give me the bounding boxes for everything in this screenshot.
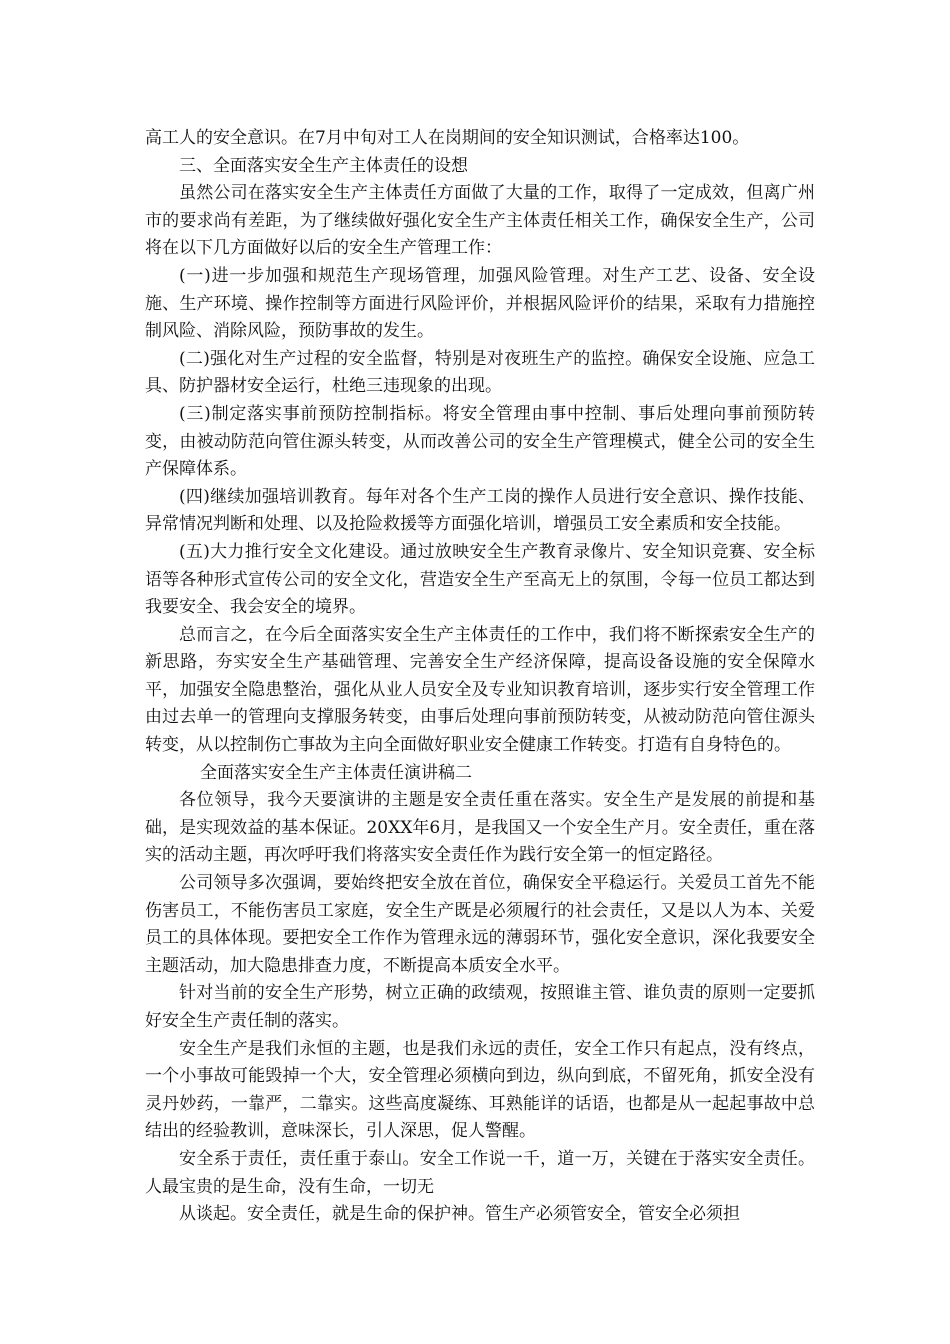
paragraph-speech-5: 安全系于责任，责任重于泰山。安全工作说一千，道一万，关键在于落实安全责任。人最宝贵的是生命，没有生命，一切无 [145, 1148, 815, 1197]
paragraph-item-4: (四)继续加强培训教育。每年对各个生产工岗的操作人员进行安全意识、操作技能、异常情况判断和处理、以及抢险救援等方面强化培训，增强员工安全素质和安全技能。 [145, 486, 815, 535]
paragraph-item-5: (五)大力推行安全文化建设。通过放映安全生产教育录像片、安全知识竞赛、安全标语等各种形式宣传公司的安全文化，营造安全生产至高无上的氛围，令每一位员工都达到我要安全、我会安全的境界。 [145, 541, 815, 618]
paragraph-speech-3: 针对当前的安全生产形势，树立正确的政绩观，按照谁主管、谁负责的原则一定要抓好安全生产责任制的落实。 [145, 983, 815, 1031]
paragraph-speech-1: 各位领导，我今天要演讲的主题是安全责任重在落实。安全生产是发展的前提和基础，是实现效益的基本保证。20XX年6月，是我国又一个安全生产月。安全责任，重在落实的活动主题，再次呼吁我们将落实安全责任作为践行安全第一的恒定路径。 [145, 790, 815, 866]
paragraph-summary: 总而言之，在今后全面落实安全生产主体责任的工作中，我们将不断探索安全生产的新思路，夯实安全生产基础管理、完善安全生产经济保障，提高设备设施的安全保障水平，加强安全隐患整治，强化从业人员安全及专业知识教育培训，逐步实行安全管理工作由过去单一的管理向支撑服务转变，由事后处理向事前预防转变，从被动防范向管住源头转变，从以控制伤亡事故为主向全面做好职业安全健康工作转变。打造有自身特色的。 [145, 624, 815, 756]
paragraph-3: 虽然公司在落实安全生产主体责任方面做了大量的工作，取得了一定成效，但离广州市的要求尚有差距，为了继续做好强化安全生产主体责任相关工作，确保安全生产，公司将在以下几方面做好以后的安全生产管理工作： [145, 183, 815, 259]
document-page [145, 125, 815, 1229]
paragraph-1: 高工人的安全意识。在7月中旬对工人在岗期间的安全知识测试，合格率达100。 [145, 128, 750, 148]
paragraph-speech-4: 安全生产是我们永恒的主题，也是我们永远的责任，安全工作只有起点，没有终点，一个小事故可能毁掉一个大，安全管理必须横向到边，纵向到底，不留死角，抓安全没有灵丹妙药，一靠严，二靠实。这些高度凝练、耳熟能详的话语，也都是从一起起事故中总结出的经验教训，意味深长，引人深思，促人警醒。 [145, 1038, 815, 1142]
section-heading-3: 三、全面落实安全生产主体责任的设想 [179, 155, 468, 176]
paragraph-speech-6: 从谈起。安全责任，就是生命的保护神。管生产必须管安全，管安全必须担 [179, 1204, 740, 1225]
paragraph-speech-2: 公司领导多次强调，要始终把安全放在首位，确保安全平稳运行。关爱员工首先不能伤害员工，不能伤害员工家庭，安全生产既是必须履行的社会责任，又是以人为本、关爱员工的具体体现。要把安全工作作为管理永远的薄弱环节，强化安全意识，深化我要安全主题活动，加大隐患排查力度，不断提高本质安全水平。 [145, 873, 815, 976]
paragraph-item-3: (三)制定落实事前预防控制指标。将安全管理由事中控制、事后处理向事前预防转变，由被动防范向管住源头转变，从而改善公司的安全生产管理模式，健全公司的安全生产保障体系。 [145, 403, 815, 480]
speech-title-2: 全面落实安全生产主体责任演讲稿二 [200, 762, 472, 783]
paragraph-item-2: (二)强化对生产过程的安全监督，特别是对夜班生产的监控。确保安全设施、应急工具、防护器材安全运行，杜绝三违现象的出现。 [145, 348, 815, 397]
paragraph-item-1: (一)进一步加强和规范生产现场管理，加强风险管理。对生产工艺、设备、安全设施、生产环境、操作控制等方面进行风险评价，并根据风险评价的结果，采取有力措施控制风险、消除风险，预防事故的发生。 [145, 265, 815, 342]
